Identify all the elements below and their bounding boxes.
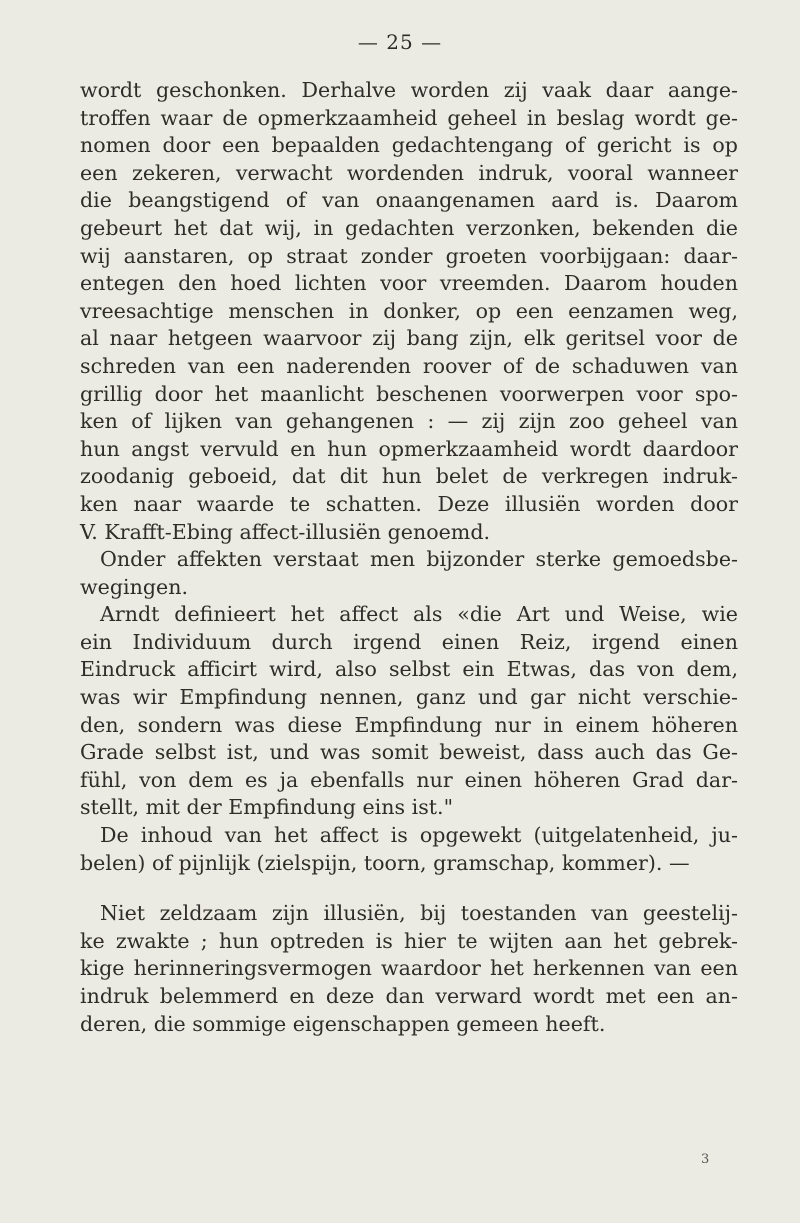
text-line: ken of lijken van gehangenen : — zij zijn zoo geheel van — [80, 409, 738, 434]
text-line: nomen door een bepaalden gedachtengang of gericht is op — [80, 133, 738, 158]
text-line: gebeurt het dat wij, in gedachten verzonken, bekenden die — [80, 215, 738, 240]
text-line: entegen den hoed lichten voor vreemden. Daarom houden — [80, 271, 738, 296]
text-line: wij aanstaren, op straat zonder groeten voorbijgaan: daar- — [80, 243, 738, 268]
text-line: grillig door het maanlicht beschenen voorwerpen voor spo- — [80, 381, 738, 406]
text-line: De inhoud van het affect is opgewekt (uitgelatenheid, ju- — [100, 823, 738, 848]
text-line: deren, die sommige eigenschappen gemeen heeft. — [80, 1011, 606, 1036]
text-line: vreesachtige menschen in donker, op een eenzamen weg, — [80, 298, 738, 323]
signature-mark: 3 — [701, 1152, 710, 1167]
text-line: die beangstigend of van onaangenamen aard is. Daarom — [80, 188, 738, 213]
text-line: troffen waar de opmerkzaamheid geheel in beslag wordt ge- — [80, 105, 738, 130]
body-text — [80, 77, 738, 1038]
page-number: — 25 — — [357, 30, 443, 54]
text-line: ken naar waarde te schatten. Deze illusiën worden door — [80, 491, 738, 516]
paragraph — [80, 900, 738, 1038]
text-line: zoodanig geboeid, dat dit hun belet de verkregen indruk- — [80, 464, 738, 489]
text-line: V. Krafft-Ebing affect-illusiën genoemd. — [80, 519, 491, 544]
text-line: belen) of pijnlijk (zielspijn, toorn, gramschap, kommer). — — [80, 850, 690, 875]
text-line: wordt geschonken. Derhalve worden zij vaak daar aange- — [80, 78, 738, 102]
text-line: was wir Empfindung nennen, ganz und gar nicht verschie- — [80, 685, 738, 710]
text-line: een zekeren, verwacht wordenden indruk, vooral wanneer — [80, 160, 738, 185]
text-line: Eindruck afficirt wird, also selbst ein Etwas, das von dem, — [80, 657, 738, 682]
section-gap — [80, 877, 738, 900]
text-line: kige herinneringsvermogen waardoor het herkennen van een — [80, 956, 738, 981]
text-line: den, sondern was diese Empfindung nur in einem höheren — [80, 712, 738, 737]
text-line: ke zwakte ; hun optreden is hier te wijten aan het gebrek- — [80, 928, 738, 953]
paragraph — [80, 77, 738, 546]
text-line: hun angst vervuld en hun opmerkzaamheid wordt daardoor — [80, 436, 738, 461]
text-line: fühl, von dem es ja ebenfalls nur einen höheren Grad dar- — [80, 767, 738, 792]
text-line: stellt, mit der Empfindung eins ist." — [80, 795, 454, 820]
text-line: Onder affekten verstaat men bijzonder sterke gemoedsbe- — [100, 547, 738, 572]
text-line: al naar hetgeen waarvoor zij bang zijn, elk geritsel voor de — [80, 326, 738, 351]
text-line: Grade selbst ist, und was somit beweist, dass auch das Ge- — [80, 740, 738, 765]
paragraph — [80, 822, 738, 877]
text-line: Arndt definieert het affect als «die Art und Weise, wie — [100, 602, 738, 627]
text-line: ein Individuum durch irgend einen Reiz, irgend einen — [80, 629, 738, 654]
text-line: indruk belemmerd en deze dan verward wordt met een an- — [80, 984, 738, 1008]
paragraph — [80, 601, 738, 822]
text-line: schreden van een naderenden roover of de schaduwen van — [80, 353, 738, 378]
text-line: wegingen. — [80, 574, 189, 599]
paragraph — [80, 546, 738, 601]
text-line: Niet zeldzaam zijn illusiën, bij toestanden van geestelij- — [100, 901, 738, 926]
